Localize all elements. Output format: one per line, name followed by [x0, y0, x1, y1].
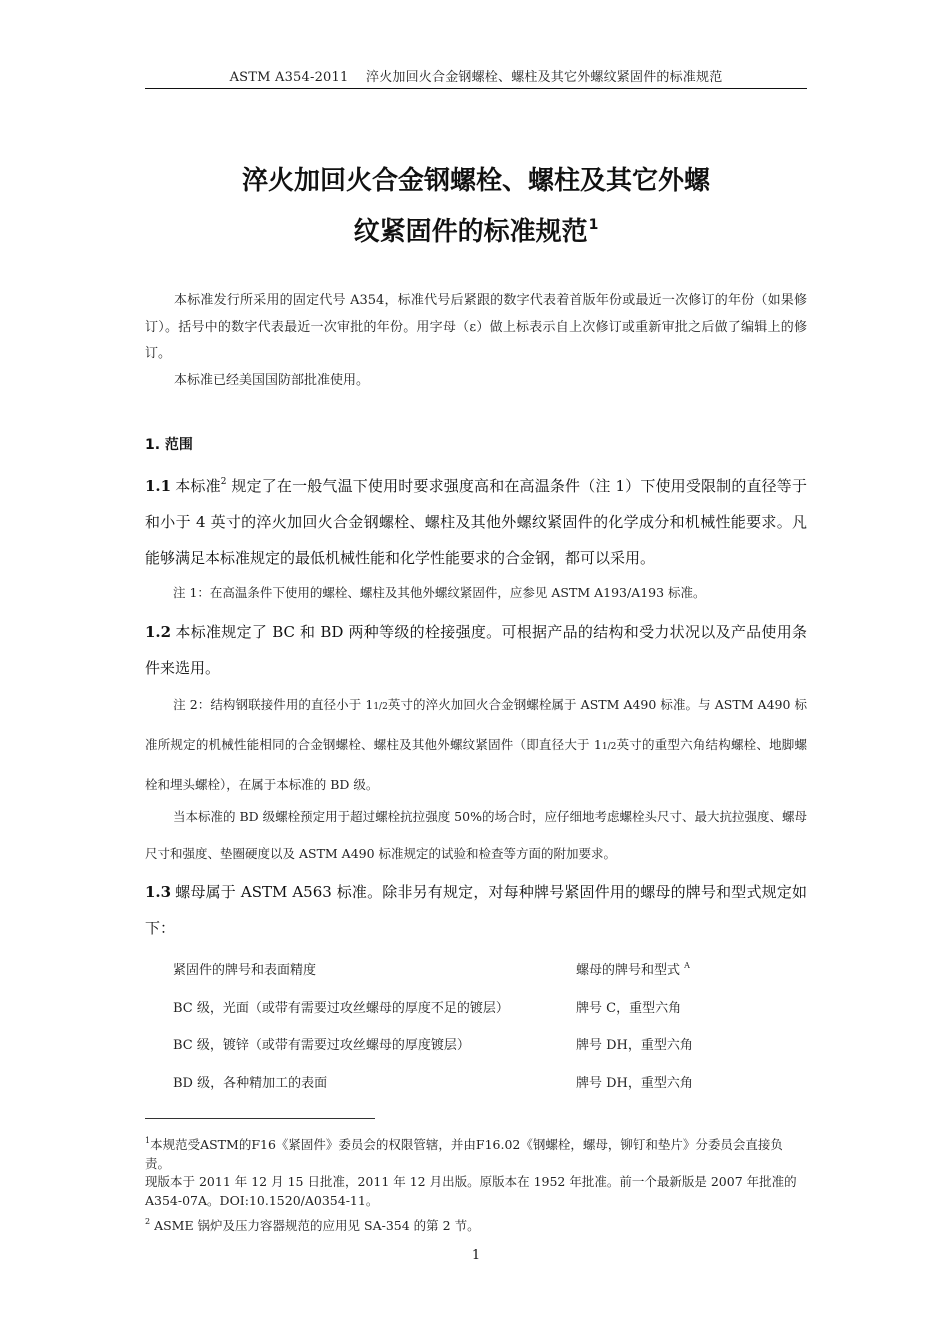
- title-footnote-mark: 1: [588, 217, 599, 233]
- table-cell-nut: 牌号 DH，重型六角: [576, 1038, 693, 1053]
- table-cell-nut: 牌号 DH，重型六角: [576, 1076, 693, 1091]
- clause-number: 1.1: [145, 477, 172, 495]
- table-cell-nut: 牌号 C，重型六角: [576, 1001, 682, 1016]
- table-header-nut: [576, 959, 690, 978]
- table-cell-grade: BC 级，镀锌（或带有需要过攻丝螺母的厚度镀层）: [173, 1038, 470, 1053]
- clause-number: 1.3: [145, 883, 172, 901]
- clause-1-1: [145, 464, 807, 576]
- clause-1-2: [145, 614, 807, 686]
- footnote-1-text: 本规范受ASTM的F16《紧固件》委员会的权限管辖，并由F16.02《钢螺栓，螺母，铆钉和垫片》分委员会直接负责。: [145, 1137, 783, 1171]
- note-2: [145, 686, 807, 803]
- table-note-mark: A: [684, 961, 690, 970]
- fraction-half: 1/2: [373, 702, 388, 712]
- clause-1-3-text: 螺母属于 ASTM A563 标准。除非另有规定，对每种牌号紧固件用的螺母的牌号和型式规定如下：: [145, 883, 807, 937]
- table-header-fastener: 紧固件的牌号和表面精度: [173, 963, 317, 978]
- note-2-c: 英寸的重型六角结构螺栓、地脚螺栓和埋头螺栓），在属于本标准的 BD 级。: [145, 737, 807, 792]
- footnote-1-continued: 现版本于 2011 年 12 月 15 日批准，2011 年 12 月出版。原版本在 1952 年批准。前一个最新版是 2007 年批准的 A354-07A。DOI:10.1520/A0354-11。: [145, 1174, 797, 1208]
- footnote-2-text: ASME 锅炉及压力容器规范的应用见 SA-354 的第 2 节。: [150, 1218, 480, 1233]
- intro-paragraph-1: 本标准发行所采用的固定代号 A354，标准代号后紧跟的数字代表着首版年份或最近一次修订的年份（如果修订）。括号中的数字代表最近一次审批的年份。用字母（ε）做上标表示自上次修订或重新审批之后做了编辑上的修订。: [145, 293, 807, 361]
- clause-1-2-text: 本标准规定了 BC 和 BD 两种等级的栓接强度。可根据产品的结构和受力状况以及产品使用条件来选用。: [145, 623, 807, 677]
- clause-number: 1.2: [145, 623, 172, 641]
- note-1-text: 注 1：在高温条件下使用的螺栓、螺柱及其他外螺纹紧固件，应参见 ASTM A193/A193 标准。: [173, 585, 706, 600]
- title-line-2-text: 纹紧固件的标准规范: [353, 217, 588, 247]
- note-2-b: 英寸的淬火加回火合金钢螺栓属于 ASTM A490 标准。与 ASTM A490 标准所规定的机械性能相同的合金钢螺栓、螺柱及其他外螺纹紧固件（即直径大于 1: [145, 697, 807, 752]
- fraction-half: 1/2: [601, 742, 617, 752]
- running-header: ASTM A354-2011 淬火加回火合金钢螺栓、螺柱及其它外螺纹紧固件的标准规范: [229, 70, 723, 85]
- intro-block: [145, 288, 807, 394]
- footnote-rule: [145, 1118, 375, 1119]
- clause-1-1-pre: 本标准: [175, 477, 221, 495]
- note-1: [145, 574, 807, 611]
- footnote-2-mark: 2: [145, 1217, 151, 1226]
- table-cell-grade: BD 级，各种精加工的表面: [173, 1076, 328, 1091]
- title-line-2: [145, 211, 807, 248]
- footnote-1-mark: 1: [145, 1136, 151, 1145]
- clause-1-3: [145, 874, 807, 946]
- intro-paragraph-2: 本标准已经美国国防部批准使用。: [174, 372, 370, 388]
- note-3: [145, 798, 807, 872]
- header-rule: [145, 88, 807, 89]
- section-heading-scope: 1. 范围: [145, 437, 193, 453]
- table-header-nut-text: 螺母的牌号和型式: [576, 963, 681, 978]
- clause-1-1-text: 规定了在一般气温下使用时要求强度高和在高温条件（注 1）下使用受限制的直径等于和小于 4 英寸的淬火加回火合金钢螺栓、螺柱及其他外螺纹紧固件的化学成分和机械性能要求。凡能够满足本标准规定的最低机械性能和化学性能要求的合金钢，都可以采用。: [145, 477, 807, 567]
- clause-footnote-mark: 2: [220, 477, 227, 487]
- page-number: 1: [471, 1248, 481, 1263]
- title-line-1: 淬火加回火合金钢螺栓、螺柱及其它外螺: [241, 166, 710, 196]
- footnote-1: [145, 1131, 807, 1173]
- table-cell-grade: BC 级，光面（或带有需要过攻丝螺母的厚度不足的镀层）: [173, 1001, 509, 1016]
- note-2-a: 注 2：结构钢联接件用的直径小于 1: [173, 697, 374, 712]
- footnote-2: [145, 1212, 807, 1235]
- note-3-text: 当本标准的 BD 级螺栓预定用于超过螺栓抗拉强度 50%的场合时，应仔细地考虑螺栓头尺寸、最大抗拉强度、螺母尺寸和强度、垫圈硬度以及 ASTM A490 标准规定的试验和检查等方面的附加要求。: [145, 809, 807, 861]
